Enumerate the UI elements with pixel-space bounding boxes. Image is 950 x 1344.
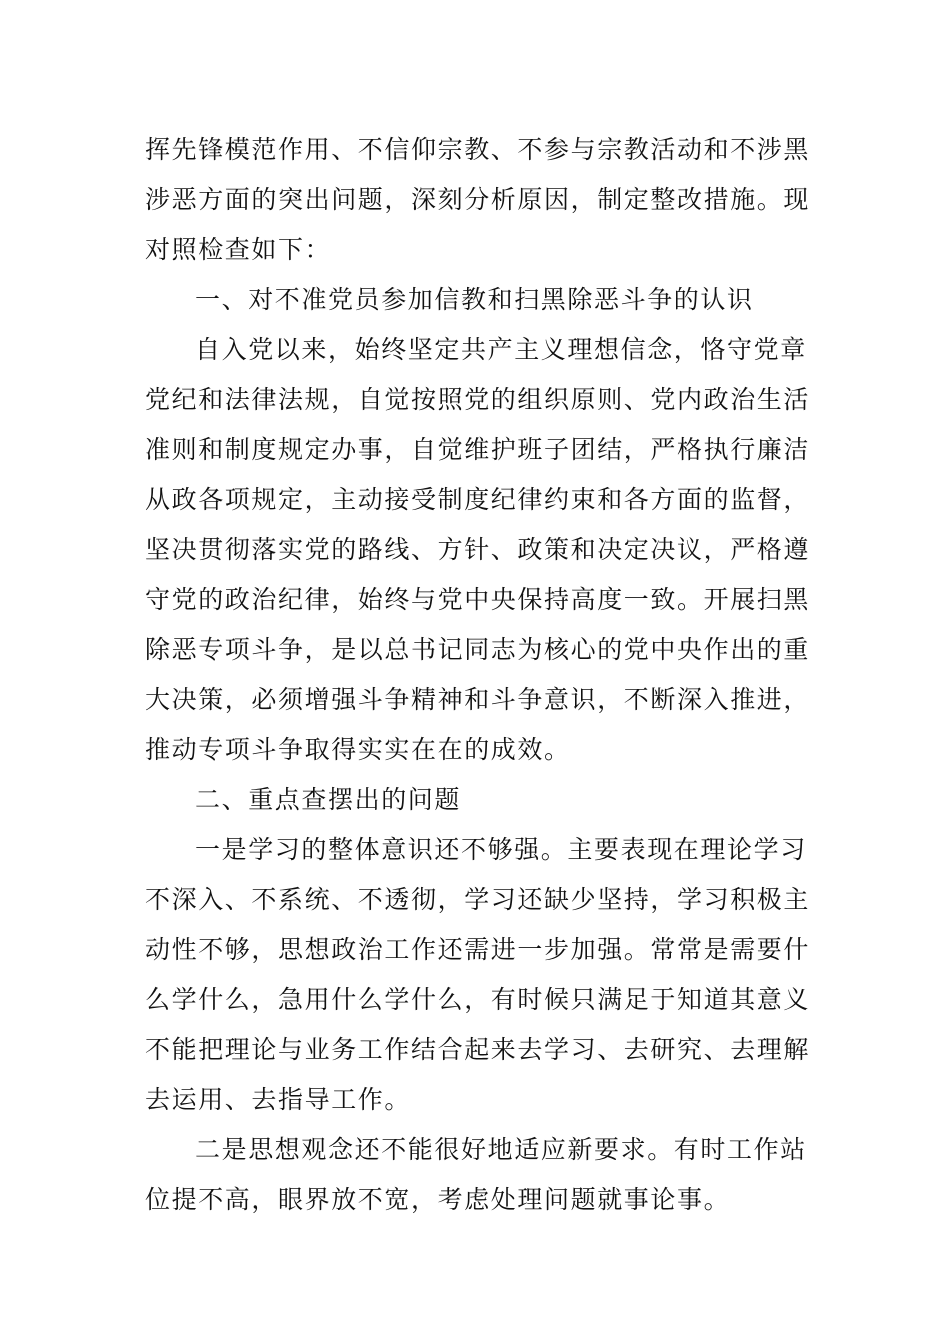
text-line: 除恶专项斗争，是以总书记同志为核心的党中央作出的重 <box>145 635 811 664</box>
text-line: 对照检查如下： <box>145 235 332 264</box>
text-line: 自入党以来，始终坚定共产主义理想信念，恪守党章 <box>195 335 807 364</box>
text-line: 从政各项规定，主动接受制度纪律约束和各方面的监督， <box>145 485 811 514</box>
text-line: 不能把理论与业务工作结合起来去学习、去研究、去理解 <box>145 1035 811 1064</box>
text-line: 去运用、去指导工作。 <box>145 1085 412 1114</box>
text-line: 守党的政治纪律，始终与党中央保持高度一致。开展扫黑 <box>145 585 811 614</box>
text-line: 推动专项斗争取得实实在在的成效。 <box>145 735 571 764</box>
text-line: 准则和制度规定办事，自觉维护班子团结，严格执行廉洁 <box>145 435 811 464</box>
text-line: 一是学习的整体意识还不够强。主要表现在理论学习 <box>195 835 807 864</box>
section-heading: 二、重点查摆出的问题 <box>195 785 462 814</box>
text-line: 党纪和法律法规，自觉按照党的组织原则、党内政治生活 <box>145 385 811 414</box>
text-line: 坚决贯彻落实党的路线、方针、政策和决定决议，严格遵 <box>145 535 811 564</box>
text-line: 么学什么，急用什么学什么，有时候只满足于知道其意义 <box>145 985 811 1014</box>
text-line: 二是思想观念还不能很好地适应新要求。有时工作站 <box>195 1135 807 1164</box>
text-line: 位提不高，眼界放不宽，考虑处理问题就事论事。 <box>145 1185 731 1214</box>
text-line: 挥先锋模范作用、不信仰宗教、不参与宗教活动和不涉黑 <box>145 135 811 164</box>
text-line: 不深入、不系统、不透彻，学习还缺少坚持，学习积极主 <box>145 885 811 914</box>
text-line: 动性不够，思想政治工作还需进一步加强。常常是需要什 <box>145 935 811 964</box>
text-line: 大决策，必须增强斗争精神和斗争意识，不断深入推进， <box>145 685 811 714</box>
section-heading: 一、对不准党员参加信教和扫黑除恶斗争的认识 <box>195 285 754 314</box>
text-line: 涉恶方面的突出问题，深刻分析原因，制定整改措施。现 <box>145 185 811 214</box>
